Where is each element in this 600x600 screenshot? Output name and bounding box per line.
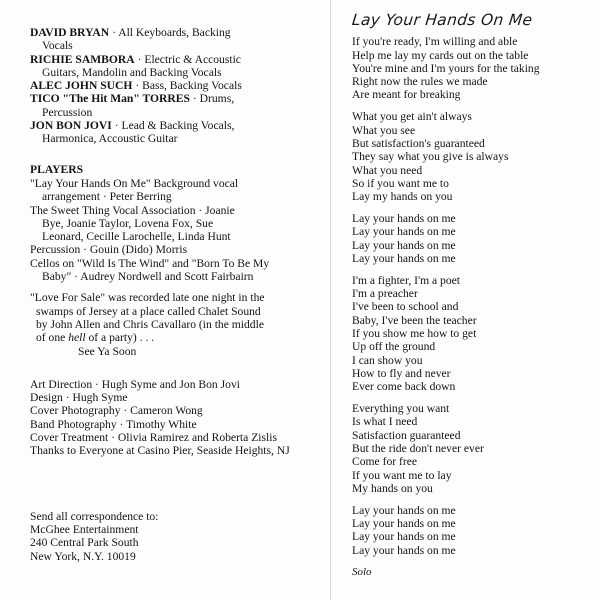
lyric-line: But satisfaction's guaranteed (352, 136, 485, 150)
players-heading: PLAYERS (30, 162, 84, 176)
lyric-line: They say what you give is always (352, 150, 509, 164)
lyric-line: Help me lay my cards out on the table (352, 48, 529, 62)
lyric-line: I'm a preacher (352, 287, 418, 301)
art-credit-line: Thanks to Everyone at Casino Pier, Seaside Heights, NJ (30, 444, 290, 458)
lyric-line: I'm a fighter, I'm a poet (352, 273, 461, 287)
lyric-line: I can show you (352, 353, 423, 367)
players-list (30, 177, 328, 283)
lyric-line: What you need (352, 163, 423, 177)
lyric-line: Everything you want (352, 402, 450, 416)
credit-jon-bon-jovi: JON BON JOVI · Lead & Backing Vocals, Harmonica, Accoustic Guitar (30, 119, 235, 146)
art-credits (30, 378, 328, 458)
art-credit-line: Design · Hugh Syme (30, 391, 128, 405)
recording-note: "Love For Sale" was recorded late one night in the swamps of Jersey at a place called Chalet Sound by John Allen and Chris Cavallaro (in the middle of one hell of a party) . . . See Ya Soon (30, 291, 328, 357)
credit-alec-john-such: ALEC JOHN SUCH · Bass, Backing Vocals (30, 79, 242, 93)
lyric-line: What you see (352, 123, 416, 137)
lyric-line: If you show me how to get (352, 327, 477, 341)
band-credits (30, 26, 328, 146)
lyric-line: Lay your hands on me (352, 503, 456, 517)
art-credit-line: Cover Photography · Cameron Wong (30, 404, 203, 418)
lyric-line: Lay your hands on me (352, 225, 456, 239)
player-entry: Percussion · Gouin (Dido) Morris (30, 243, 188, 257)
lyric-line: What you get ain't always (352, 110, 472, 124)
lyrics-stanzas (352, 35, 592, 557)
lyric-line: Is what I need (352, 415, 418, 429)
credit-tico-torres: TICO "The Hit Man" TORRES · Drums, Percussion (30, 92, 235, 119)
song-title: Lay Your Hands On Me (351, 11, 534, 29)
lyric-line: Baby, I've been the teacher (352, 313, 477, 327)
lyric-line: I've been to school and (352, 300, 459, 314)
lyric-line: Lay your hands on me (352, 517, 456, 531)
lyric-line: Satisfaction guaranteed (352, 428, 461, 442)
lyric-line: So if you want me to (352, 176, 449, 190)
art-credit-line: Band Photography · Timothy White (30, 417, 197, 431)
lyric-line: You're mine and I'm yours for the taking (352, 61, 540, 75)
lyric-line: Lay my hands on you (352, 190, 453, 204)
credits-column (30, 26, 328, 563)
lyric-stanza (352, 402, 592, 495)
lyric-line: Lay your hands on me (352, 251, 456, 265)
lyric-line: How to fly and never (352, 366, 451, 380)
lyrics-column (351, 11, 592, 579)
art-credit-line: Art Direction · Hugh Syme and Jon Bon Jovi (30, 377, 240, 391)
player-entry: The Sweet Thing Vocal Association · Joanie Bye, Joanie Taylor, Lovena Fox, Sue Leonard, Cecille Larochelle, Linda Hunt (30, 203, 235, 244)
lyric-line: My hands on you (352, 481, 433, 495)
lyric-line: Lay your hands on me (352, 543, 456, 557)
lyric-line: Lay your hands on me (352, 530, 456, 544)
art-credit-line: Cover Treatment · Olivia Ramirez and Roberta Zislis (30, 431, 277, 445)
lyric-line: Up off the ground (352, 340, 436, 354)
solo-marker: Solo (352, 565, 372, 578)
lyric-stanza (352, 212, 592, 265)
correspondence-address: Send all correspondence to: McGhee Entertainment 240 Central Park South New York, N.Y. 10019 (30, 509, 159, 563)
lyric-line: Come for free (352, 455, 418, 469)
credit-david-bryan: DAVID BRYAN · All Keyboards, Backing Vocals (30, 26, 231, 53)
lyric-line: If you're ready, I'm willing and able (352, 35, 518, 49)
lyric-line: Right now the rules we made (352, 75, 488, 89)
lyric-line: But the ride don't never ever (352, 441, 484, 455)
player-entry: Cellos on "Wild Is The Wind" and "Born To Be My Baby" · Audrey Nordwell and Scott Fairbairn (30, 256, 270, 284)
lyric-stanza (352, 504, 592, 557)
lyric-line: If you want me to lay (352, 468, 452, 482)
lyric-stanza (352, 274, 592, 394)
credit-richie-sambora: RICHIE SAMBORA · Electric & Accoustic Guitars, Mandolin and Backing Vocals (30, 52, 241, 79)
lyric-stanza (352, 110, 592, 203)
column-divider (330, 0, 331, 600)
player-entry: "Lay Your Hands On Me" Background vocal arrangement · Peter Berring (30, 176, 239, 204)
lyric-line: Are meant for breaking (352, 88, 461, 102)
lyric-line: Lay your hands on me (352, 238, 456, 252)
lyric-line: Ever come back down (352, 380, 456, 394)
see-ya-soon: See Ya Soon (78, 344, 137, 358)
lyric-line: Lay your hands on me (352, 212, 456, 226)
lyric-stanza (352, 35, 592, 101)
